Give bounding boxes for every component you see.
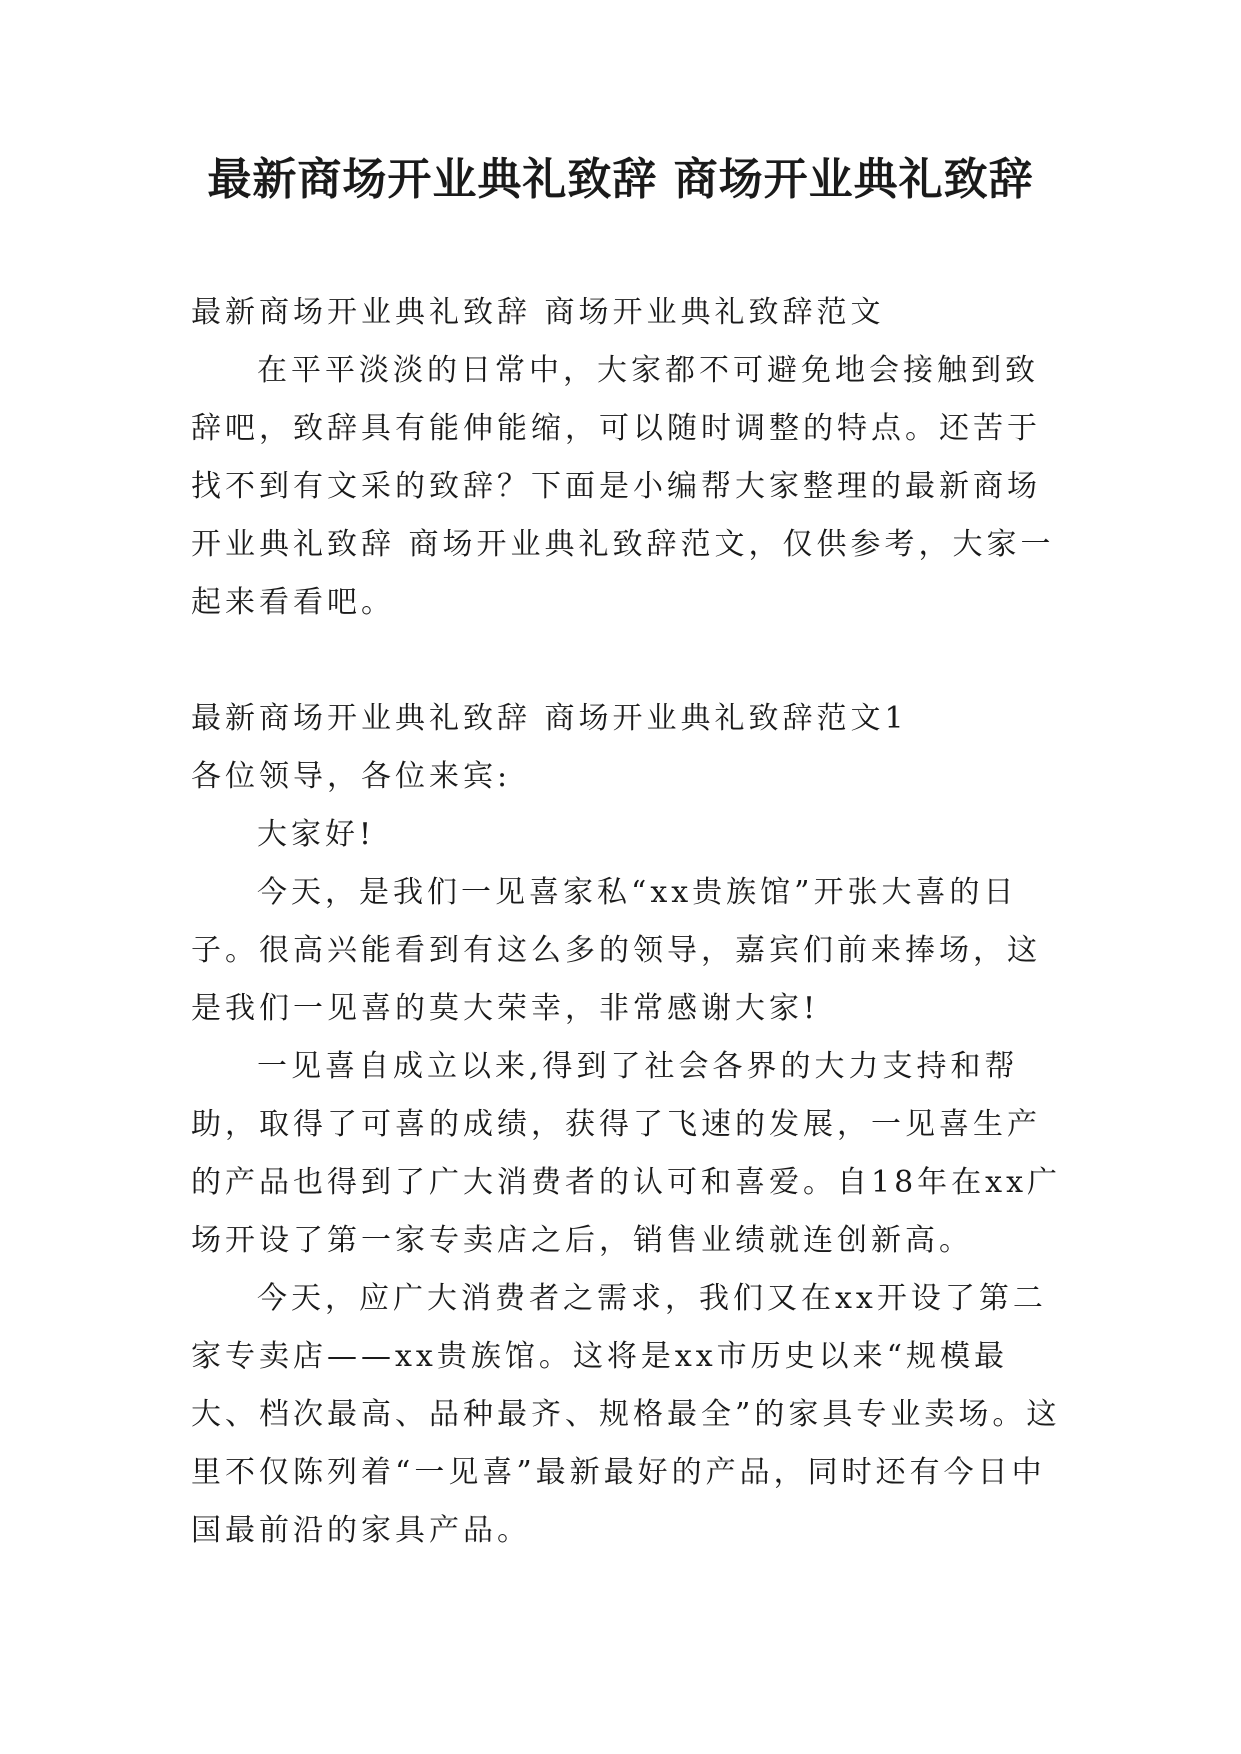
document-title: 最新商场开业典礼致辞 商场开业典礼致辞	[207, 154, 1034, 205]
body-paragraph: 今天，是我们一见喜家私“xx贵族馆”开张大喜的日子。很高兴能看到有这么多的领导，嘉宾们前来捧场，这是我们一见喜的莫大荣幸，非常感谢大家!	[191, 875, 1041, 1026]
document-body	[191, 284, 1061, 1560]
section-heading: 最新商场开业典礼致辞 商场开业典礼致辞范文1	[191, 701, 908, 736]
salutation: 各位领导，各位来宾:	[191, 759, 512, 794]
body-paragraph: 今天，应广大消费者之需求，我们又在xx开设了第二家专卖店——xx贵族馆。这将是xx市历史以来“规模最大、档次最高、品种最齐、规格最全”的家具专业卖场。这里不仅陈列着“一见喜”最新最好的产品，同时还有今日中国最前沿的家具产品。	[191, 1281, 1061, 1548]
greeting: 大家好!	[257, 817, 376, 852]
intro-paragraph: 在平平淡淡的日常中，大家都不可避免地会接触到致辞吧，致辞具有能伸能缩，可以随时调整的特点。还苦于找不到有文采的致辞？下面是小编帮大家整理的最新商场开业典礼致辞 商场开业典礼致辞范文，仅供参考，大家一起来看看吧。	[191, 353, 1055, 620]
subheading: 最新商场开业典礼致辞 商场开业典礼致辞范文	[191, 295, 885, 330]
paragraph-gap	[191, 632, 1061, 690]
body-paragraph: 一见喜自成立以来,得到了社会各界的大力支持和帮助，取得了可喜的成绩，获得了飞速的发展，一见喜生产的产品也得到了广大消费者的认可和喜爱。自18年在xx广场开设了第一家专卖店之后，销售业绩就连创新高。	[191, 1049, 1062, 1258]
